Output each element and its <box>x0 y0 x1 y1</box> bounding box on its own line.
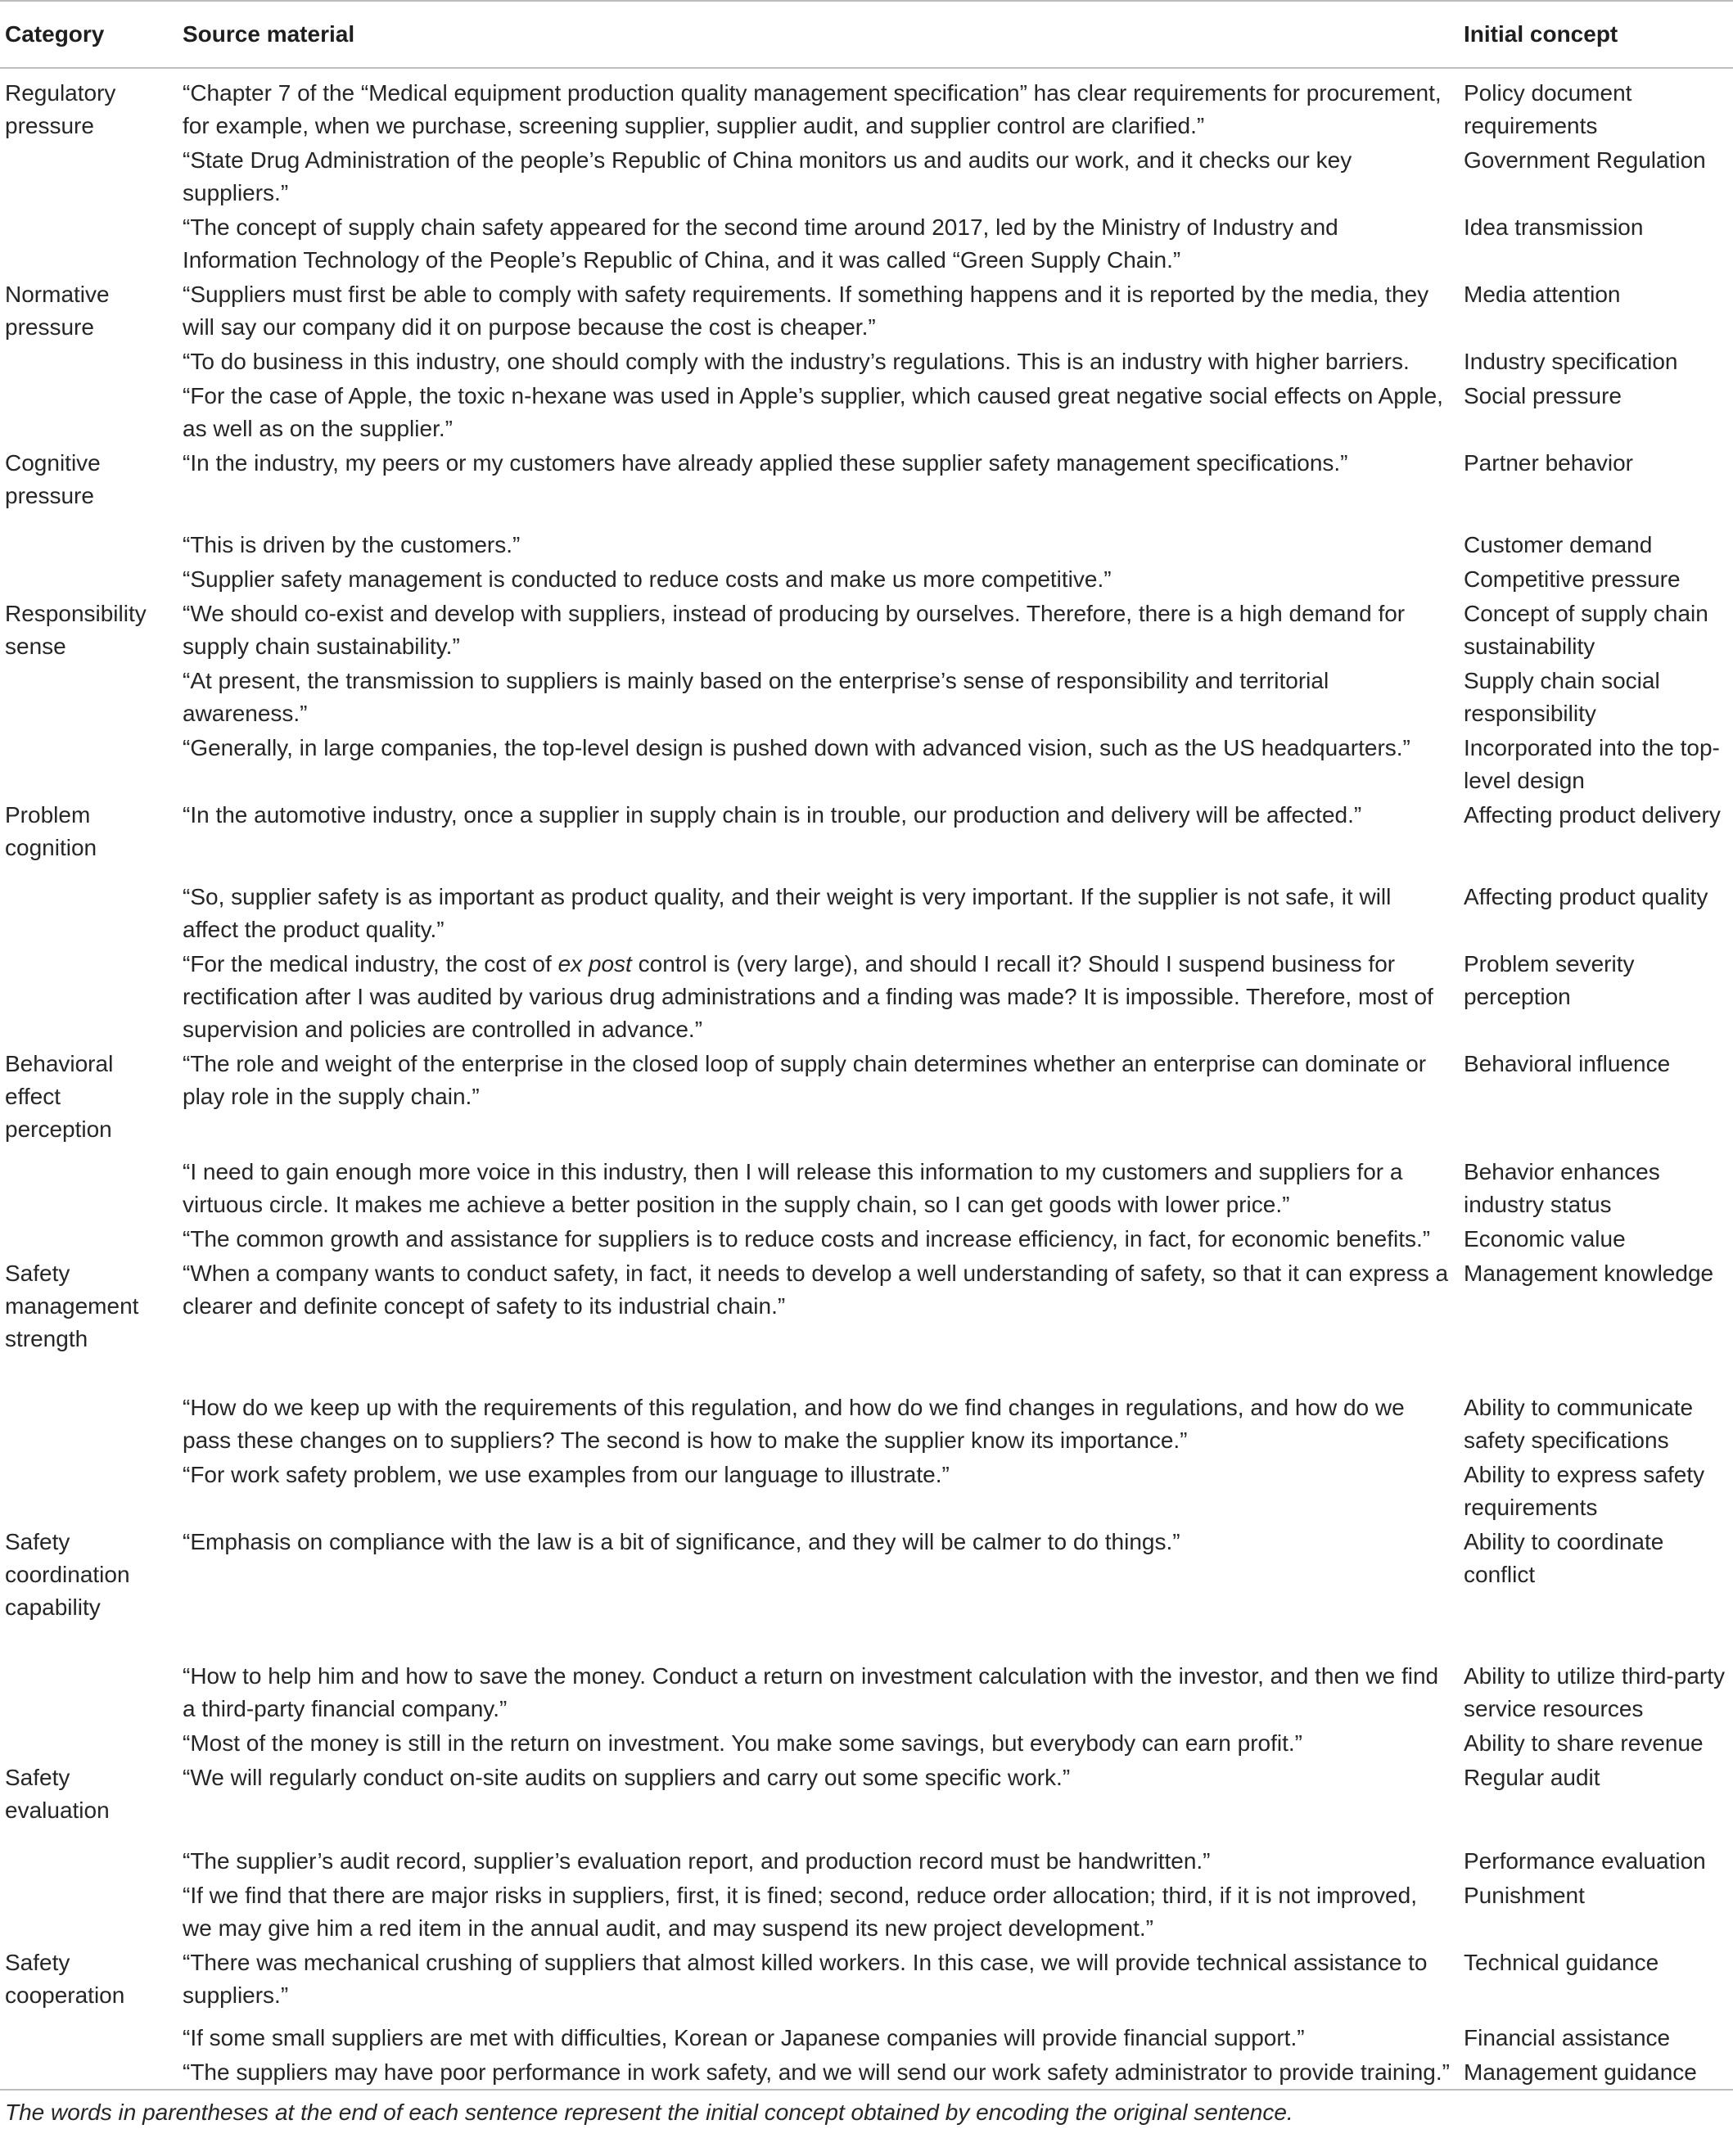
table-row <box>0 378 1733 445</box>
category-cell <box>0 730 179 797</box>
table-row <box>0 1650 1733 1725</box>
table-row <box>0 871 1733 946</box>
source-material-cell: “Most of the money is still in the return on investment. You make some savings, but everybody can earn profit.” <box>183 1730 1303 1756</box>
category-cell <box>0 1878 179 1945</box>
source-material-cell: “There was mechanical crushing of suppliers that almost killed workers. In this case, we will provide technical assistance to suppliers.” <box>183 1950 1428 2008</box>
initial-concept-cell: Policy document requirements <box>1464 80 1632 138</box>
source-material-cell: “This is driven by the customers.” <box>183 532 521 557</box>
category-cell: Problem cognition <box>5 802 97 860</box>
table-row <box>0 2012 1733 2055</box>
source-material-cell: “Generally, in large companies, the top-level design is pushed down with advanced vision, such as the US headquarters.” <box>183 735 1410 760</box>
source-material-cell: “I need to gain enough more voice in this industry, then I will release this information to my customers and suppliers for a virtuous circle. It makes me achieve a better position in the supply chain, so I can get goods with lower price.” <box>183 1159 1403 1217</box>
table-header-row <box>0 1 1733 68</box>
source-material-cell: “Chapter 7 of the “Medical equipment production quality management specification” has clear requirements for procurement, for example, when we purchase, screening supplier, supplier audit, and supplier control are clarified.” <box>183 80 1442 138</box>
table-row <box>0 946 1733 1046</box>
source-material-cell: “How do we keep up with the requirements of this regulation, and how do we find changes in regulations, and how do we pass these changes on to suppliers? The second is how to make the supplier know its importance.” <box>183 1395 1405 1453</box>
table-row <box>0 1457 1733 1524</box>
category-cell: Normative pressure <box>5 282 110 340</box>
table-row <box>0 1524 1733 1650</box>
table-row <box>0 1256 1733 1382</box>
table-row <box>0 1146 1733 1221</box>
category-cell <box>0 2012 179 2055</box>
table-row <box>0 68 1733 142</box>
source-material-cell: “The common growth and assistance for suppliers is to reduce costs and increase efficiency, in fact, for economic benefits.” <box>183 1226 1431 1252</box>
table-row <box>0 1382 1733 1457</box>
source-material-cell: “For the case of Apple, the toxic n-hexane was used in Apple’s supplier, which caused great negative social effects on Apple, as well as on the supplier.” <box>183 383 1443 441</box>
source-material-cell: “If some small suppliers are met with difficulties, Korean or Japanese companies will provide financial support.” <box>183 2025 1305 2050</box>
category-cell <box>0 663 179 730</box>
initial-concept-cell: Customer demand <box>1464 532 1653 557</box>
source-material-cell: “If we find that there are major risks in suppliers, first, it is fined; second, reduce order allocation; third, if it is not improved, we may give him a red item in the annual audit, and may suspend its new project development.” <box>183 1883 1417 1941</box>
source-text: control is (very large), and should I recall it? Should I suspend business for rectification after I was audited by various drug administrations and a finding was made? It is impossible. Therefore, most of supervision and policies are controlled in advance.” <box>183 951 1433 1042</box>
source-material-cell: “So, supplier safety is as important as product quality, and their weight is very important. If the supplier is not safe, it will affect the product quality.” <box>183 884 1392 942</box>
initial-concept-cell: Behavior enhances industry status <box>1464 1159 1660 1217</box>
initial-concept-cell: Idea transmission <box>1464 214 1644 240</box>
source-material-cell: “The role and weight of the enterprise in the closed loop of supply chain determines whether an enterprise can dominate or play role in the supply chain.” <box>183 1051 1427 1109</box>
initial-concept-cell: Industry specification <box>1464 349 1678 374</box>
category-cell <box>0 1221 179 1256</box>
category-cell: Safety evaluation <box>5 1765 110 1823</box>
table-row <box>0 277 1733 344</box>
table-row <box>0 344 1733 378</box>
initial-concept-cell: Concept of supply chain sustainability <box>1464 601 1708 659</box>
category-cell <box>0 344 179 378</box>
category-cell <box>0 210 179 277</box>
initial-concept-cell: Behavioral influence <box>1464 1051 1671 1076</box>
initial-concept-cell: Competitive pressure <box>1464 566 1681 592</box>
initial-concept-cell: Ability to utilize third-party service resources <box>1464 1663 1726 1721</box>
table-row <box>0 210 1733 277</box>
initial-concept-cell: Financial assistance <box>1464 2025 1671 2050</box>
category-cell: Cognitive pressure <box>5 450 101 508</box>
table-row <box>0 1835 1733 1878</box>
initial-concept-cell: Management guidance <box>1464 2055 1733 2090</box>
initial-concept-cell: Performance evaluation <box>1464 1848 1706 1874</box>
table-row <box>0 1760 1733 1835</box>
category-cell <box>0 871 179 946</box>
source-material-cell: “How to help him and how to save the money. Conduct a return on investment calculation with the investor, and then we find a third-party financial company.” <box>183 1663 1439 1721</box>
category-cell <box>0 142 179 210</box>
initial-concept-cell: Media attention <box>1464 282 1621 307</box>
source-text: “For the medical industry, the cost of <box>183 951 558 977</box>
initial-concept-cell: Economic value <box>1464 1226 1626 1252</box>
table-row <box>0 663 1733 730</box>
category-cell <box>0 378 179 445</box>
category-cell <box>0 2055 179 2090</box>
initial-concept-cell: Problem severity perception <box>1464 951 1635 1009</box>
initial-concept-cell: Social pressure <box>1464 383 1622 408</box>
category-cell <box>0 946 179 1046</box>
category-cell: Responsibility sense <box>5 601 147 659</box>
category-cell <box>0 1146 179 1221</box>
category-cell <box>0 1457 179 1524</box>
table-row <box>0 1945 1733 2012</box>
category-cell: Safety management strength <box>5 1261 139 1351</box>
category-cell: Regulatory pressure <box>5 80 116 138</box>
category-cell: Behavioral effect perception <box>5 1051 114 1142</box>
table-row <box>0 596 1733 663</box>
table-row <box>0 797 1733 871</box>
initial-concept-cell: Affecting product delivery <box>1464 802 1721 828</box>
source-material-cell: “Supplier safety management is conducted to reduce costs and make us more competitive.” <box>183 566 1112 592</box>
source-material-cell: “In the automotive industry, once a supplier in supply chain is in trouble, our production and delivery will be affected.” <box>183 802 1362 828</box>
category-cell <box>0 562 179 596</box>
source-material-cell: “When a company wants to conduct safety, in fact, it needs to develop a well understanding of safety, so that it can express a clearer and definite concept of safety to its industrial chain.” <box>183 1261 1449 1319</box>
initial-concept-cell: Supply chain social responsibility <box>1464 668 1660 726</box>
table-row <box>0 1878 1733 1945</box>
initial-concept-cell: Punishment <box>1464 1883 1585 1908</box>
initial-concept-cell: Partner behavior <box>1464 450 1634 476</box>
source-material-cell: “The concept of supply chain safety appeared for the second time around 2017, led by the Ministry of Industry and Information Technology of the People’s Republic of China, and it was called “Green Supply Chain.” <box>183 214 1338 273</box>
source-material-cell: “We will regularly conduct on-site audits on suppliers and carry out some specific work.” <box>183 1765 1071 1790</box>
header-initial-concept: Initial concept <box>1464 1 1733 68</box>
initial-concept-cell: Management knowledge <box>1464 1261 1714 1286</box>
category-cell <box>0 1835 179 1878</box>
source-material-cell: “To do business in this industry, one should comply with the industry’s regulations. This is an industry with higher barriers. <box>183 349 1410 374</box>
table-row <box>0 562 1733 596</box>
header-category: Category <box>0 1 179 68</box>
category-cell <box>0 519 179 562</box>
table-row <box>0 142 1733 210</box>
source-material-cell: “State Drug Administration of the people’s Republic of China monitors us and audits our work, and it checks our key suppliers.” <box>183 147 1352 205</box>
source-material-cell <box>179 946 1464 1046</box>
initial-concept-cell: Affecting product quality <box>1464 884 1708 909</box>
source-material-cell: “Suppliers must first be able to comply with safety requirements. If something happens and it is reported by the media, they will say our company did it on purpose because the cost is cheaper.” <box>183 282 1429 340</box>
initial-concept-cell: Ability to communicate safety specifications <box>1464 1395 1694 1453</box>
source-material-cell: “Emphasis on compliance with the law is a bit of significance, and they will be calmer to do things.” <box>183 1529 1180 1554</box>
initial-concept-cell: Ability to coordinate conflict <box>1464 1529 1664 1587</box>
initial-concept-cell: Ability to share revenue <box>1464 1730 1704 1756</box>
initial-concept-cell: Regular audit <box>1464 1765 1600 1790</box>
table-body <box>0 68 1733 2090</box>
category-cell <box>0 1382 179 1457</box>
category-cell: Safety cooperation <box>5 1950 125 2008</box>
initial-concept-cell: Technical guidance <box>1464 1950 1659 1975</box>
header-source-material: Source material <box>179 1 1464 68</box>
initial-concept-cell: Government Regulation <box>1464 147 1706 173</box>
category-cell: Safety coordination capability <box>5 1529 130 1620</box>
table-row <box>0 2055 1733 2090</box>
source-material-cell: “At present, the transmission to suppliers is mainly based on the enterprise’s sense of responsibility and territorial awareness.” <box>183 668 1329 726</box>
table-row <box>0 1221 1733 1256</box>
table-row <box>0 1046 1733 1146</box>
category-cell <box>0 1725 179 1760</box>
source-material-cell: “The suppliers may have poor performance in work safety, and we will send our work safety administrator to provide training.” <box>179 2055 1464 2090</box>
table-row <box>0 1725 1733 1760</box>
table-row <box>0 445 1733 519</box>
source-material-cell: “In the industry, my peers or my customers have already applied these supplier safety management specifications.” <box>183 450 1348 476</box>
source-material-cell: “We should co-exist and develop with suppliers, instead of producing by ourselves. Therefore, there is a high demand for supply chain sustainability.” <box>183 601 1406 659</box>
source-material-cell: “For work safety problem, we use examples from our language to illustrate.” <box>183 1462 950 1487</box>
source-material-cell: “The supplier’s audit record, supplier’s evaluation report, and production record must be handwritten.” <box>183 1848 1211 1874</box>
table-row <box>0 519 1733 562</box>
table-footnote: The words in parentheses at the end of each sentence represent the initial concept obtained by encoding the original sentence. <box>5 2100 1293 2125</box>
initial-concept-cell: Ability to express safety requirements <box>1464 1462 1705 1520</box>
table-row <box>0 730 1733 797</box>
source-emphasis: ex post <box>557 951 632 977</box>
category-cell <box>0 1650 179 1725</box>
initial-concept-cell: Incorporated into the top-level design <box>1464 735 1720 793</box>
